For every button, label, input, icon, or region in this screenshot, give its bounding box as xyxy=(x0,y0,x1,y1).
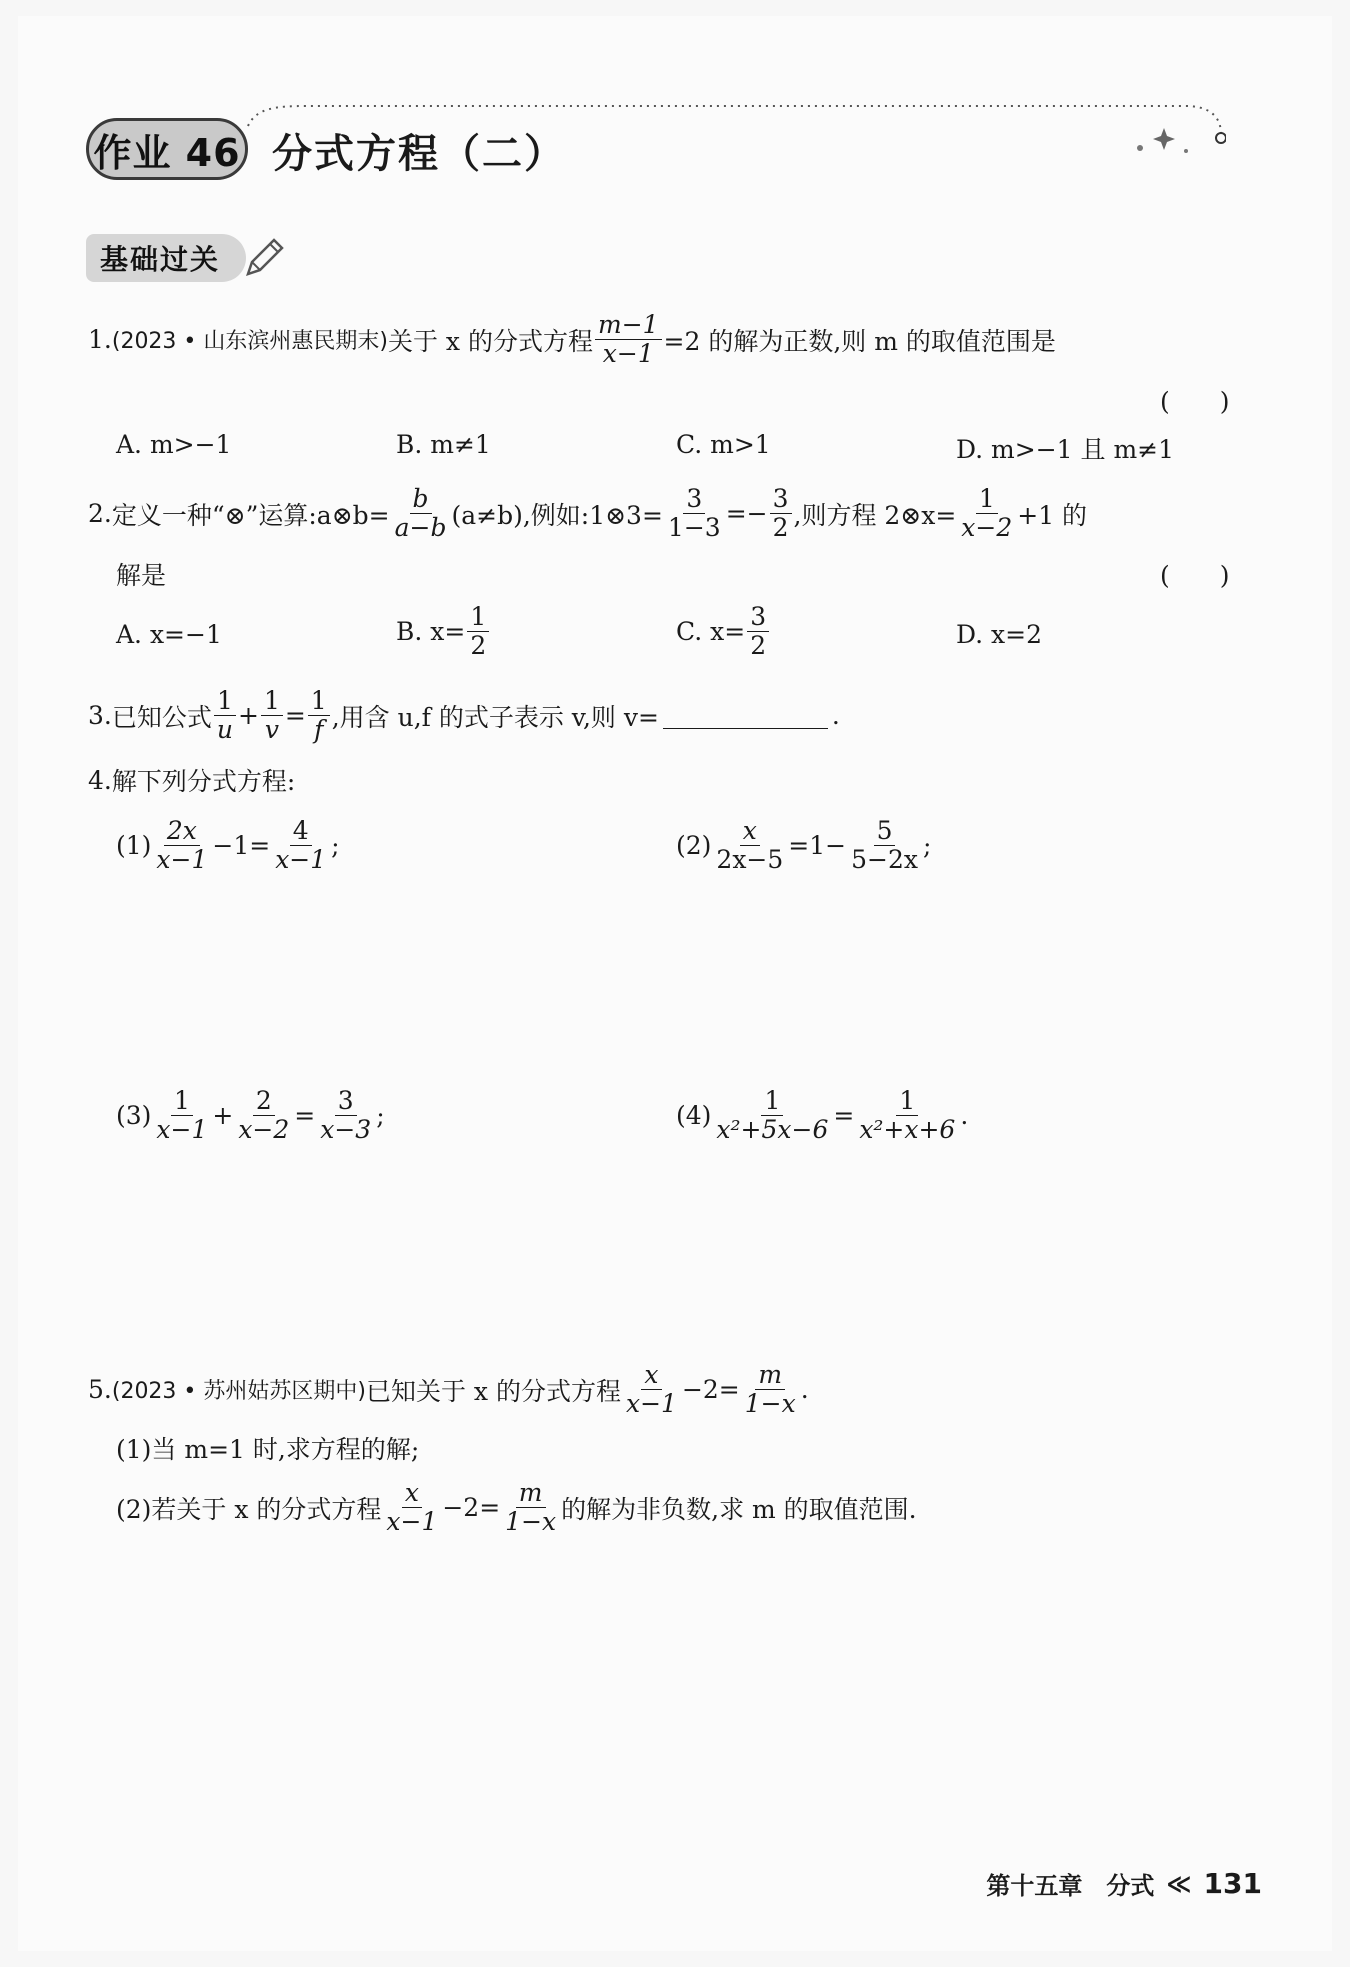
fraction-numerator: m xyxy=(516,1480,546,1508)
question-5 xyxy=(88,1362,809,1418)
fraction-numerator: 2 xyxy=(253,1088,275,1116)
section-label-text: 基础过关 xyxy=(100,243,221,276)
question-text: ,则方程 2⊗x= xyxy=(793,500,957,530)
question-text: (a≠b),例如:1⊗3= xyxy=(451,500,663,530)
fraction xyxy=(713,818,786,874)
option-b xyxy=(396,604,491,660)
fraction xyxy=(713,1088,831,1144)
fraction xyxy=(261,688,283,744)
fraction-numerator: x xyxy=(740,818,760,846)
operator: + xyxy=(212,1101,234,1131)
question-number: 1. xyxy=(88,325,112,355)
question-number: 3. xyxy=(88,701,112,731)
fraction-denominator: 2 xyxy=(772,513,789,543)
punctuation: ; xyxy=(922,831,932,861)
fraction xyxy=(770,486,792,542)
question-text: =2 的解为正数,则 m 的取值范围是 xyxy=(663,326,1056,356)
fraction-denominator: x−1 xyxy=(275,845,327,875)
page-footer xyxy=(986,1866,1262,1901)
pencil-icon xyxy=(240,236,286,282)
fraction-denominator: 2 xyxy=(470,631,487,661)
question-number: 2. xyxy=(88,499,112,529)
question-number: 5. xyxy=(88,1375,112,1405)
operator: = xyxy=(294,1101,316,1131)
fraction-numerator: 1 xyxy=(171,1088,193,1116)
operator: = xyxy=(284,701,306,731)
fraction-denominator: x−2 xyxy=(238,1115,290,1145)
operator: −2= xyxy=(442,1493,501,1523)
fraction-numerator: 1 xyxy=(896,1088,918,1116)
option-a: A. m>−1 xyxy=(116,430,232,459)
option-d: D. x=2 xyxy=(956,620,1042,649)
question-2 xyxy=(88,486,1087,542)
fraction-denominator: f xyxy=(314,715,324,745)
question-text: 定义一种“⊗”运算:a⊗b= xyxy=(111,500,390,530)
option-c xyxy=(676,604,771,660)
operator: = xyxy=(833,1101,855,1131)
fraction xyxy=(153,818,210,874)
question-source: (2023 • 山东滨州惠民期末) xyxy=(111,329,388,355)
operator: −1= xyxy=(212,831,271,861)
sub-label: (3) xyxy=(116,1101,152,1131)
question-text: (2)若关于 x 的分式方程 xyxy=(116,1494,382,1524)
fraction-numerator: 3 xyxy=(747,604,769,632)
question-text: 解是 xyxy=(116,561,167,590)
option-d: D. m>−1 且 m≠1 xyxy=(956,435,1175,464)
fraction xyxy=(595,312,662,368)
fraction xyxy=(747,604,769,660)
sub-label: (2) xyxy=(676,831,712,861)
fraction-denominator: u xyxy=(216,715,233,745)
fraction-denominator: x−1 xyxy=(156,1115,208,1145)
fraction xyxy=(214,688,236,744)
option-text: C. x= xyxy=(676,617,746,647)
fraction-denominator: a−b xyxy=(394,513,447,543)
question-source: (2023 • 苏州姑苏区期中) xyxy=(111,1379,366,1405)
page-title: 分式方程（二） xyxy=(272,131,566,177)
fraction-numerator: 1 xyxy=(976,486,998,514)
fraction-numerator: m xyxy=(755,1362,785,1390)
fraction-numerator: m−1 xyxy=(595,312,662,340)
subquestion-1 xyxy=(116,818,340,874)
question-1 xyxy=(88,312,1056,368)
fraction-numerator: 3 xyxy=(770,486,792,514)
answer-blank[interactable] xyxy=(663,702,828,729)
question-text: ,用含 u,f 的式子表示 v,则 v= xyxy=(331,702,659,732)
fraction-numerator: 3 xyxy=(683,486,705,514)
fraction-denominator: x−1 xyxy=(386,1507,438,1537)
question-text: 的解为非负数,求 m 的取值范围. xyxy=(561,1494,917,1524)
page-number: 131 xyxy=(1203,1867,1262,1900)
fraction-denominator: x²+5x−6 xyxy=(716,1115,829,1145)
sparkle-icon xyxy=(1134,124,1194,154)
fraction xyxy=(502,1480,559,1536)
fraction-numerator: x xyxy=(402,1480,422,1508)
answer-parentheses: ( ) xyxy=(1160,561,1230,590)
question-text: =− xyxy=(725,499,768,529)
fraction xyxy=(856,1088,958,1144)
fraction-denominator: 5−2x xyxy=(851,845,918,875)
fraction-denominator: 1−x xyxy=(505,1507,557,1537)
question-text: 关于 x 的分式方程 xyxy=(387,326,593,356)
page-background xyxy=(18,16,1332,1951)
fraction-numerator: 2x xyxy=(164,818,200,846)
fraction-denominator: x−1 xyxy=(602,339,654,369)
fraction-numerator: 1 xyxy=(214,688,236,716)
fraction-denominator: 1−x xyxy=(744,1389,796,1419)
chevron-left-icon: ≪ xyxy=(1166,1869,1192,1898)
punctuation: ; xyxy=(376,1101,385,1131)
operator: + xyxy=(237,701,259,731)
question-text: . xyxy=(831,701,840,731)
fraction xyxy=(308,688,330,744)
fraction xyxy=(742,1362,799,1418)
fraction-numerator: 1 xyxy=(467,604,489,632)
fraction xyxy=(392,486,450,542)
question-text: 已知公式 xyxy=(111,702,212,732)
fraction xyxy=(848,818,921,874)
fraction xyxy=(383,1480,440,1536)
fraction xyxy=(623,1362,680,1418)
fraction-denominator: x−1 xyxy=(156,845,208,875)
fraction-denominator: v xyxy=(264,715,279,745)
chapter-title: 第十五章 分式 xyxy=(986,1872,1155,1900)
punctuation: . xyxy=(800,1375,809,1405)
punctuation: . xyxy=(960,1101,969,1131)
fraction-numerator: x xyxy=(641,1362,661,1390)
answer-parentheses: ( ) xyxy=(1160,387,1230,416)
option-c: C. m>1 xyxy=(676,430,771,459)
fraction xyxy=(958,486,1015,542)
fraction xyxy=(153,1088,210,1144)
option-b: B. m≠1 xyxy=(396,430,491,459)
subquestion-5-2 xyxy=(116,1480,917,1536)
subquestion-2 xyxy=(676,818,931,874)
fraction xyxy=(665,486,724,542)
question-text: 解下列分式方程: xyxy=(111,767,296,796)
question-3 xyxy=(88,688,840,744)
option-a: A. x=−1 xyxy=(116,620,222,649)
fraction xyxy=(235,1088,292,1144)
fraction-denominator: 1−3 xyxy=(667,513,721,543)
sub-label: (4) xyxy=(676,1101,712,1131)
fraction-denominator: x−2 xyxy=(961,513,1013,543)
fraction xyxy=(272,818,329,874)
section-label xyxy=(86,234,246,282)
subquestion-4 xyxy=(676,1088,968,1144)
fraction-denominator: 2 xyxy=(750,631,767,661)
fraction-numerator: b xyxy=(410,486,432,514)
fraction-numerator: 4 xyxy=(290,818,312,846)
operator: −2= xyxy=(681,1375,740,1405)
punctuation: ; xyxy=(331,831,340,861)
question-4 xyxy=(88,762,295,798)
sub-label: (1) xyxy=(116,831,152,861)
subquestion-5-1: (1)当 m=1 时,求方程的解; xyxy=(116,1435,420,1464)
fraction-denominator: x−3 xyxy=(320,1115,372,1145)
fraction-numerator: 5 xyxy=(874,818,896,846)
fraction-denominator: x−1 xyxy=(625,1389,677,1419)
fraction xyxy=(317,1088,374,1144)
question-number: 4. xyxy=(88,765,112,795)
fraction-denominator: 2x−5 xyxy=(716,845,784,875)
question-text: 已知关于 x 的分式方程 xyxy=(365,1376,621,1406)
homework-badge: 作业 46 xyxy=(86,118,248,180)
option-text: B. x= xyxy=(396,617,466,647)
question-text: +1 的 xyxy=(1017,500,1088,530)
fraction xyxy=(467,604,489,660)
subquestion-3 xyxy=(116,1088,385,1144)
fraction-denominator: x²+x+6 xyxy=(859,1115,956,1145)
fraction-numerator: 3 xyxy=(335,1088,357,1116)
operator: =1− xyxy=(788,831,847,861)
fraction-numerator: 1 xyxy=(261,688,283,716)
fraction-numerator: 1 xyxy=(761,1088,783,1116)
fraction-numerator: 1 xyxy=(308,688,330,716)
